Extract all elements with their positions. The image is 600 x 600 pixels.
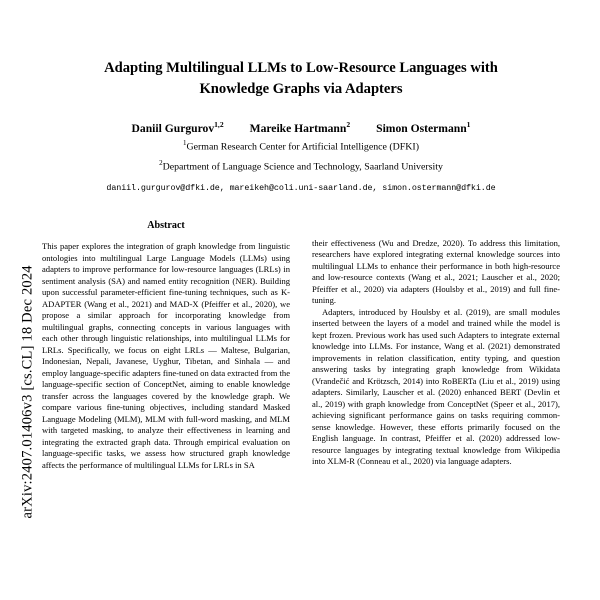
author-3 (376, 122, 470, 135)
title-line-1: Adapting Multilingual LLMs to Low-Resource Languages with (104, 60, 498, 76)
affiliation-2 (42, 159, 560, 174)
right-column-paragraph-1: their effectiveness (Wu and Dredze, 2020). To address this limitation, researchers have explored integrating external knowledge sources into multilingual LLMs to enhance their performance in both high-resource and low-resource contexts (Wang et al., 2021; Lauscher et al., 2020; Pfeiffer et al., 2020) via adapters (Houlsby et al., 2019) and full fine-tuning. (312, 237, 560, 306)
body-columns (42, 219, 560, 471)
affiliation-2-marker: 2 (159, 158, 163, 167)
author-1-name: Daniil Gurgurov (131, 122, 215, 136)
author-list (42, 120, 560, 135)
page-title (42, 58, 560, 100)
affiliation-2-text: Department of Language Science and Technology, Saarland University (162, 160, 443, 172)
left-column (42, 219, 290, 471)
author-2-affiliation-marker: 2 (346, 120, 351, 130)
affiliation-1-marker: 1 (182, 139, 187, 148)
author-2-name: Mareike Hartmann (249, 122, 347, 136)
right-column (312, 219, 560, 471)
author-1-affiliation-marker: 1,2 (214, 120, 224, 130)
author-3-name: Simon Ostermann (376, 122, 467, 136)
paper-page (42, 0, 560, 600)
abstract-paragraph: This paper explores the integration of graph knowledge from linguistic ontologies into multilingual Large Language Models (LLMs) using adapters to improve performance for low-resource languages (LRLs) in sentiment analysis (SA) and named entity recognition (NER). Building upon successful parameter-efficient fine-tuning techniques, such as K-ADAPTER (Wang et al., 2021) and MAD-X (Pfeiffer et al., 2020), we propose a similar approach for incorporating knowledge from multilingual graphs, connecting concepts in various languages with each other through linguistic relationships, into multilingual LLMs for LRLs. Specifically, we focus on eight LRLs — Maltese, Bulgarian, Indonesian, Nepali, Javanese, Uyghur, Tibetan, and Sinhala — and employ language-specific adapters fine-tuned on data extracted from the language-specific section of ConceptNet, aiming to enable knowledge transfer across the languages covered by the knowledge graph. We compare various fine-tuning objectives, including standard Masked Language Modeling (MLM), MLM with full-word masking, and MLM with targeted masking, to analyze their effectiveness in learning and integrating the extracted graph data. Through empirical evaluation on language-specific tasks, we assess how structured graph knowledge affects the performance of multilingual LLMs for LRLs in SA (42, 241, 290, 470)
affiliation-1-text: German Research Center for Artificial Intelligence (DFKI) (186, 141, 419, 153)
author-1 (132, 122, 224, 135)
author-2 (250, 122, 351, 135)
arxiv-identifier-stamp: arXiv:2407.01406v3 [cs.CL] 18 Dec 2024 (19, 265, 36, 519)
author-emails: daniil.gurgurov@dfki.de, mareikeh@coli.uni-saarland.de, simon.ostermann@dfki.de (106, 182, 496, 193)
abstract-heading: Abstract (147, 219, 185, 231)
affiliation-1 (42, 139, 560, 154)
right-column-paragraph-2: Adapters, introduced by Houlsby et al. (2019), are small modules inserted between the layers of a model and trained while the model is kept frozen. Previous work has used such Adapters to integrate external knowledge into LLMs. For instance, Wang et al. (2021) demonstrated improvements in relation classification, entity typing, and question answering tasks by integrating graph knowledge from Wikidata (Vrandečić and Krötzsch, 2014) into RoBERTa (Liu et al., 2019) using adapters. Similarly, Lauscher et al. (2020) enhanced BERT (Devlin et al., 2019) with graph knowledge from ConceptNet (Speer et al., 2017), achieving significant performance gains on tasks requiring common-sense knowledge. However, these efforts primarily focused on the English language. In contrast, Pfeiffer et al. (2020) addressed low-resource languages by integrating textual knowledge from Wikipedia into XLM-R (Conneau et al., 2020) via language adapters. (312, 306, 560, 467)
title-line-2: Knowledge Graphs via Adapters (199, 81, 403, 98)
author-3-affiliation-marker: 1 (466, 120, 471, 130)
